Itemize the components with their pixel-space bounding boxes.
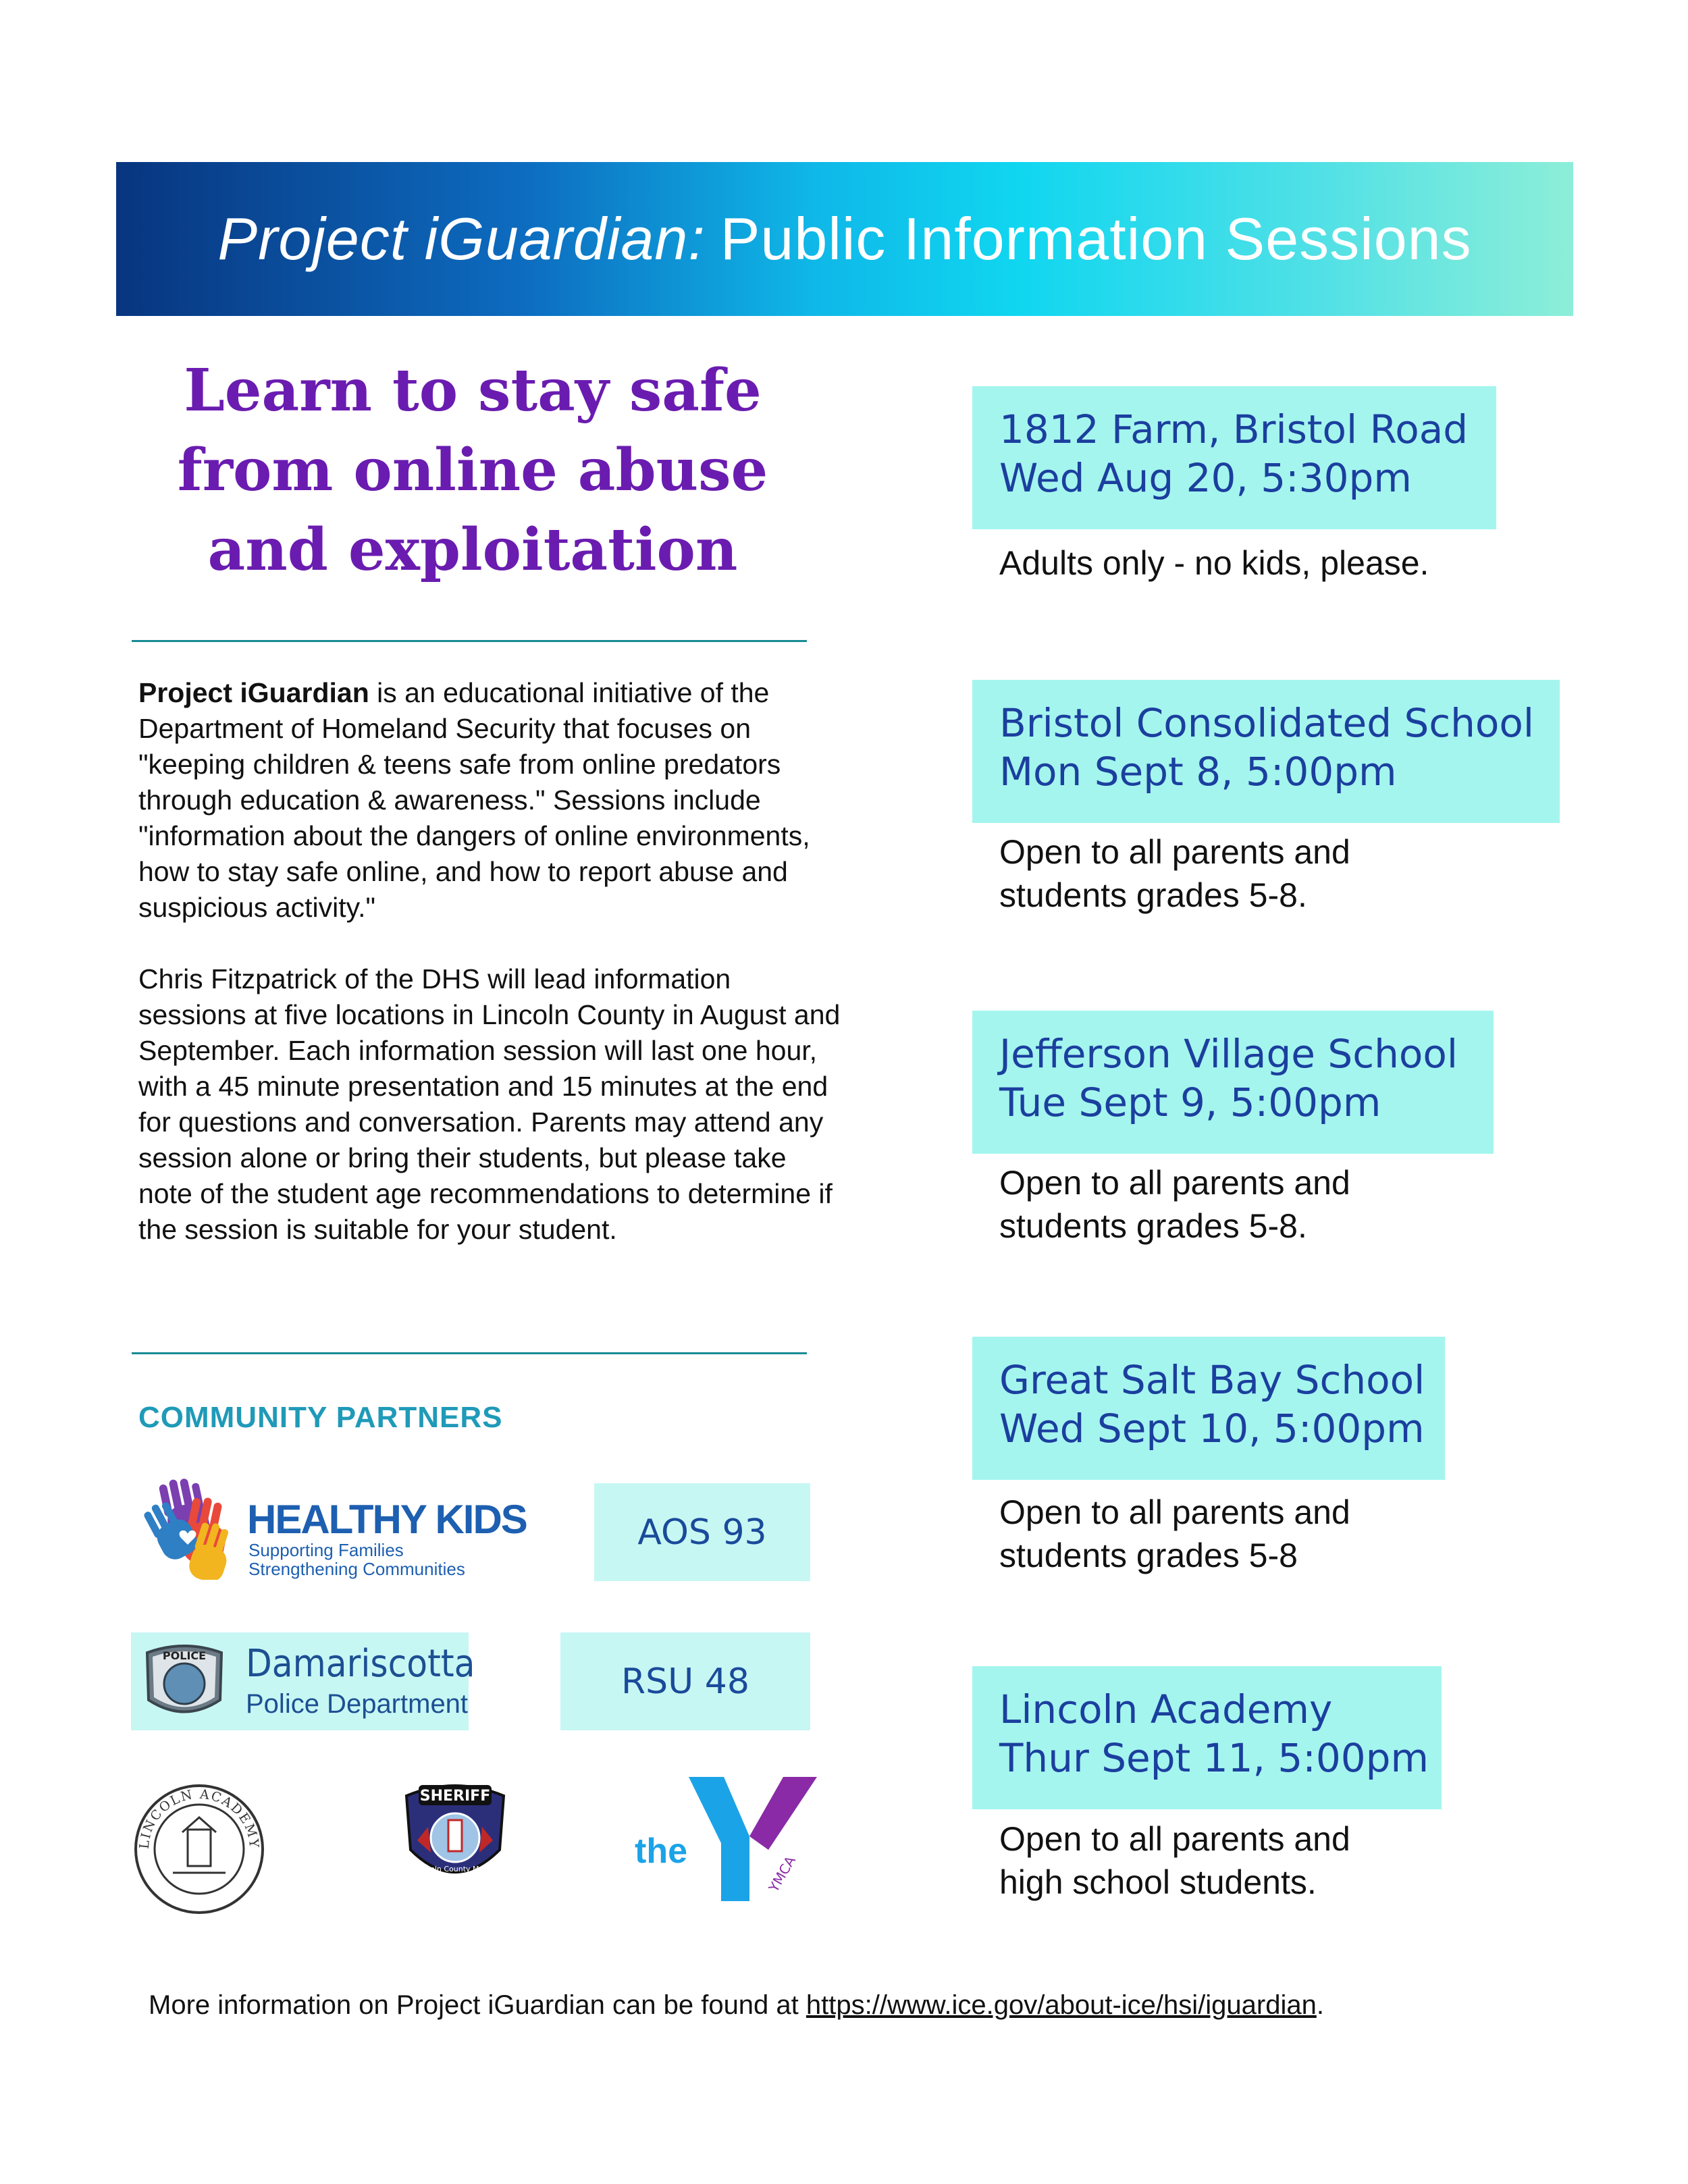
session-note-line: high school students. [999,1863,1317,1901]
intro-text [138,675,841,1283]
intro-paragraph [138,675,841,926]
iguardian-link[interactable]: https://www.ice.gov/about-ice/hsi/iguardian [806,1990,1317,2020]
session-datetime: Tue Sept 9, 5:00pm [999,1080,1381,1125]
session-card [972,680,1560,823]
police-subtitle: Police Department [246,1689,469,1719]
police-patch-icon [140,1639,228,1724]
session-note-line: Open to all parents and [999,1164,1350,1202]
session-datetime: Mon Sept 8, 5:00pm [999,749,1397,795]
headline-line: and exploitation [207,516,738,584]
divider [132,640,807,642]
healthy-kids-tagline-line: Strengthening Communities [248,1559,465,1579]
session-card [972,1011,1494,1154]
session-card [972,1666,1442,1809]
healthy-kids-title: HEALTHY KIDS [247,1497,527,1542]
session-place: Lincoln Academy [999,1686,1333,1732]
ymca-the: the [635,1832,687,1871]
session-note-line: Open to all parents and [999,1820,1350,1858]
intro-paragraph-text: is an educational initiative of the Department of Homeland Security that focuses on "keeping children & teens safe from online predators through education & awareness." Sessions include "information about the dangers of online environments, how to stay safe online, and how to report abuse and suspicious activity." [138,677,810,923]
sheriff-label: SHERIFF [419,1788,491,1805]
banner-title: Public Information Sessions [720,205,1472,272]
healthy-kids-tagline-line: Supporting Families [248,1540,404,1560]
session-place: Jefferson Village School [999,1031,1458,1077]
rsu48-badge: RSU 48 [560,1632,810,1730]
footer-end: . [1316,1990,1324,2020]
healthy-kids-logo [134,1479,527,1580]
seal-text: LINCOLN ACADEMY [136,1786,262,1850]
session-note [999,1817,1553,1904]
session-datetime: Wed Aug 20, 5:30pm [999,455,1412,501]
session-card [972,1337,1445,1480]
session-note-line: Open to all parents and [999,833,1350,871]
ymca-sub: YMCA [765,1853,799,1895]
aos93-badge: AOS 93 [594,1483,810,1581]
session-note-line: students grades 5-8 [999,1537,1298,1574]
divider [132,1352,807,1354]
session-note [999,1161,1553,1248]
session-card [972,386,1496,529]
sheriff-sub: Lincoln County Maine [415,1865,496,1873]
footer-label: More information on Project iGuardian can be found at [149,1990,806,2020]
session-place: Bristol Consolidated School [999,700,1535,746]
partners-heading: COMMUNITY PARTNERS [138,1401,503,1434]
headline [135,351,810,590]
police-patch-label: POLICE [162,1649,207,1662]
headline-line: from online abuse [177,436,768,504]
lincoln-academy-seal-icon [132,1782,266,1916]
healthy-kids-tagline [248,1541,465,1578]
session-note [999,1491,1553,1577]
banner-title-italic: Project iGuardian: [217,205,706,272]
hands-icon [134,1479,248,1580]
session-note-line: Open to all parents and [999,1493,1350,1531]
sheriff-badge-icon [401,1776,509,1894]
session-place: 1812 Farm, Bristol Road [999,406,1469,452]
intro-paragraph: Chris Fitzpatrick of the DHS will lead information sessions at five locations in Lincoln County in August and September. Each information session will last one hour, with a 45 minute presentation and 15 minutes at the end for questions and conversation. Parents may attend any session alone or bring their students, but please take note of the student age recommendations to determine if the session is suitable for your student. [138,963,841,1245]
session-note-line: students grades 5-8. [999,1207,1307,1245]
ymca-logo [635,1769,824,1911]
header-banner [116,162,1573,316]
damariscotta-police-logo [131,1632,475,1730]
session-note [999,541,1553,585]
headline-line: Learn to stay safe [184,356,762,425]
session-note [999,830,1553,917]
intro-bold-title: Project iGuardian [138,677,369,708]
footer-text [149,1990,1566,2021]
session-datetime: Wed Sept 10, 5:00pm [999,1406,1425,1451]
police-title: Damariscotta [246,1642,475,1686]
session-note-line: students grades 5-8. [999,876,1307,914]
session-note-line: Adults only - no kids, please. [999,544,1429,582]
ymca-y-icon [682,1769,817,1904]
session-place: Great Salt Bay School [999,1357,1425,1403]
session-datetime: Thur Sept 11, 5:00pm [999,1735,1429,1781]
